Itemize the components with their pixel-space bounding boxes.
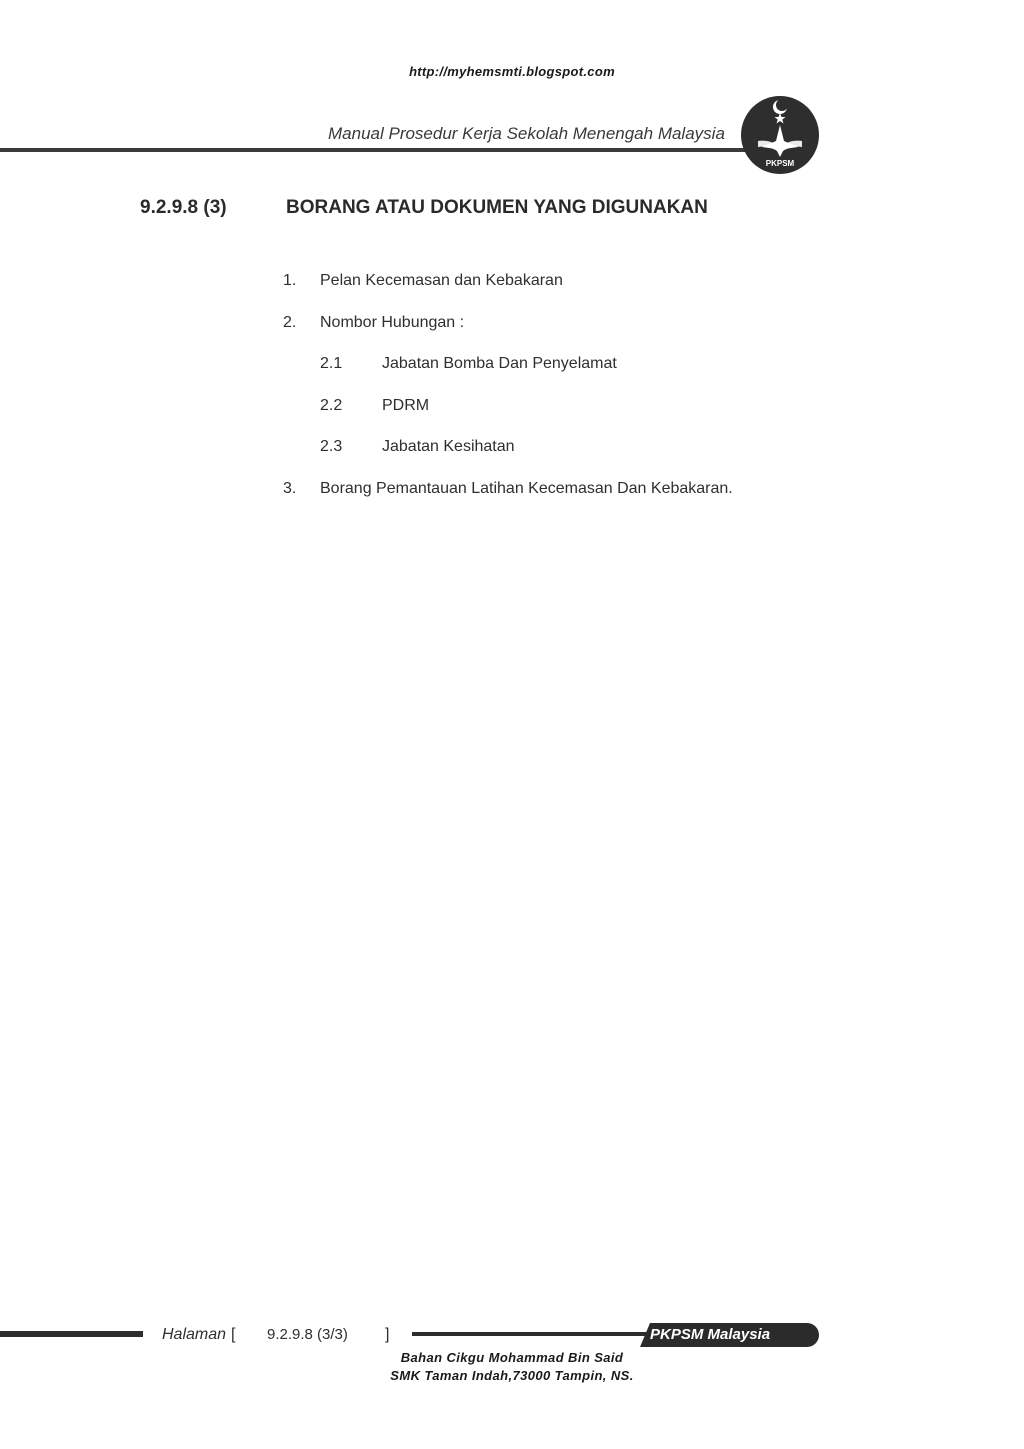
header-rule [0, 148, 745, 152]
footer-credit-author: Bahan Cikgu Mohammad Bin Said [400, 1350, 624, 1365]
section-title: BORANG ATAU DOKUMEN YANG DIGUNAKAN [286, 197, 708, 218]
footer-rule-left [0, 1331, 143, 1337]
sublist-item-number: 2.1 [320, 355, 343, 372]
footer-bracket-open: [ [231, 1326, 236, 1343]
footer-page-label: Halaman [162, 1326, 227, 1343]
list-item-number: 2. [283, 314, 297, 331]
list-item-number: 3. [283, 480, 297, 497]
sublist-item-text: Jabatan Bomba Dan Penyelamat [382, 355, 617, 372]
footer-bracket-close: ] [385, 1326, 390, 1343]
sublist-item-number: 2.2 [320, 397, 343, 414]
footer-brand-text: PKPSM Malaysia [650, 1326, 771, 1343]
list-item-text: Borang Pemantauan Latihan Kecemasan Dan Kebakaran. [320, 480, 733, 497]
pkpsm-logo [740, 95, 820, 175]
list-item-number: 1. [283, 272, 297, 289]
footer-rule-right [412, 1332, 652, 1336]
sublist-item-text: Jabatan Kesihatan [382, 438, 515, 455]
footer-page-number: 9.2.9.8 (3/3) [267, 1326, 348, 1343]
header-url[interactable]: http://myhemsmti.blogspot.com [409, 64, 615, 79]
manual-title: Manual Prosedur Kerja Sekolah Menengah Malaysia [328, 124, 725, 143]
section-number: 9.2.9.8 (3) [140, 197, 227, 218]
logo-text: PKPSM [765, 159, 795, 168]
list-item-text: Pelan Kecemasan dan Kebakaran [320, 272, 563, 289]
sublist-item-number: 2.3 [320, 438, 343, 455]
list-item-text: Nombor Hubungan : [320, 314, 465, 331]
pkpsm-emblem-icon [740, 95, 820, 175]
sublist-item-text: PDRM [382, 397, 430, 414]
footer-credit-school: SMK Taman Indah,73000 Tampin, NS. [390, 1368, 634, 1383]
